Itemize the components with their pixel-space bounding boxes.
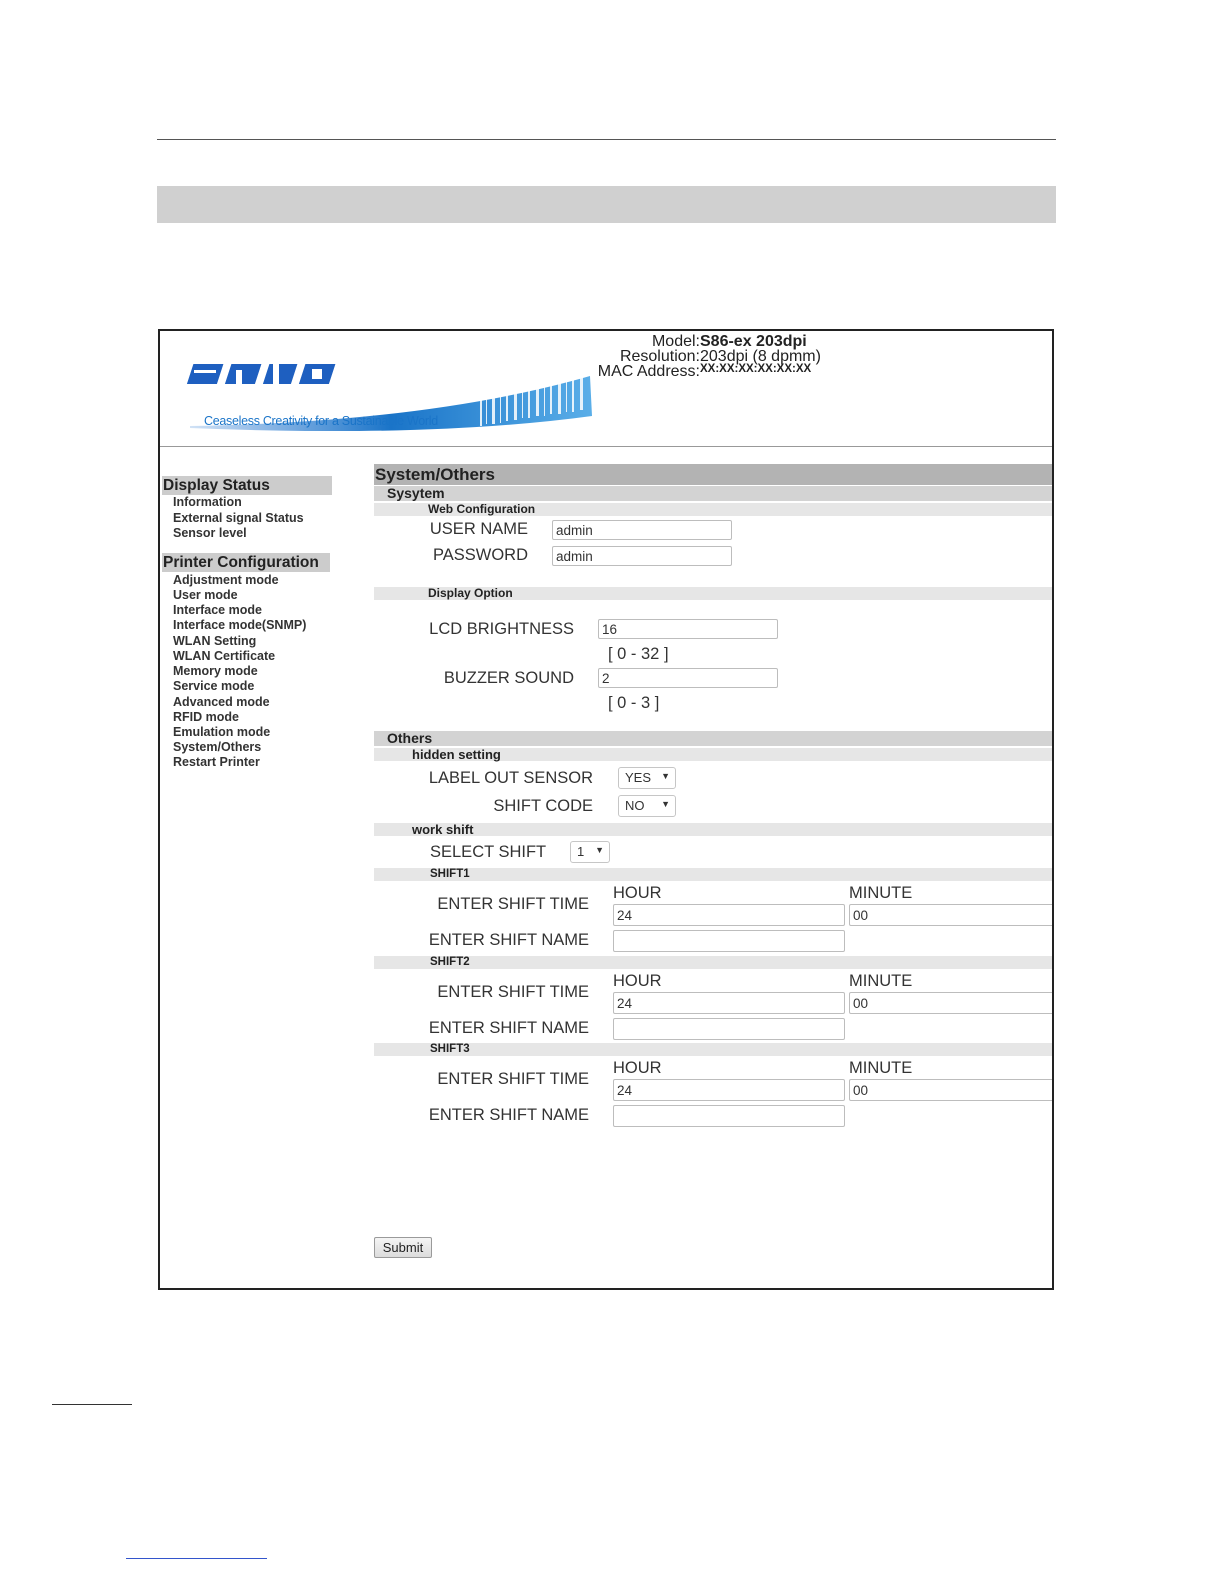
sidebar-item-information[interactable]: Information (173, 495, 242, 509)
sidebar-item-memory-mode[interactable]: Memory mode (173, 664, 258, 678)
select-shift-dropdown[interactable] (570, 841, 610, 863)
section-others-heading: Others (374, 731, 1052, 746)
sidebar-item-wlan-setting[interactable]: WLAN Setting (173, 634, 257, 648)
footer-link-underline (126, 1558, 267, 1559)
page-top-rule (157, 139, 1056, 140)
shift3-minute-label: MINUTE (849, 1059, 913, 1077)
shift3-name-label: ENTER SHIFT NAME (428, 1106, 589, 1124)
sidebar-item-restart-printer[interactable]: Restart Printer (173, 755, 260, 769)
shift1-minute-input[interactable] (849, 904, 1054, 926)
sidebar-item-interface-mode[interactable]: Interface mode (173, 603, 262, 617)
page-title: System/Others (374, 464, 1052, 485)
subsection-hidden-setting: hidden setting (374, 748, 1052, 761)
shift1-heading: SHIFT1 (374, 868, 1052, 881)
sidebar-item-user-mode[interactable]: User mode (173, 588, 238, 602)
shift3-time-label: ENTER SHIFT TIME (437, 1070, 589, 1088)
sidebar-item-adjustment-mode[interactable]: Adjustment mode (173, 573, 279, 587)
subsection-work-shift: work shift (374, 823, 1052, 836)
shift3-name-input[interactable] (613, 1105, 845, 1127)
shift1-hour-input[interactable] (613, 904, 845, 926)
select-shift-value: 1 (577, 844, 585, 859)
shift3-hour-label: HOUR (613, 1059, 662, 1077)
sidebar-item-sensor-level[interactable]: Sensor level (173, 526, 247, 540)
shift2-name-input[interactable] (613, 1018, 845, 1040)
model-label: Model: (651, 333, 700, 350)
header-separator (160, 446, 1052, 447)
resolution-label: Resolution: (619, 348, 700, 365)
shift2-hour-input[interactable] (613, 992, 845, 1014)
shift3-hour-input[interactable] (613, 1079, 845, 1101)
shift3-minute-input[interactable] (849, 1079, 1054, 1101)
lcd-brightness-label: LCD BRIGHTNESS (429, 620, 574, 638)
mac-value: XX:XX:XX:XX:XX:XX (700, 363, 812, 375)
mac-row (160, 363, 1054, 378)
password-label: PASSWORD (432, 546, 528, 564)
page-heading-band (157, 186, 1056, 223)
username-input[interactable] (552, 520, 732, 540)
shift1-time-label: ENTER SHIFT TIME (437, 895, 589, 913)
shift2-hour-label: HOUR (613, 972, 662, 990)
shift-code-select[interactable] (618, 795, 676, 817)
label-out-sensor-select[interactable] (618, 767, 676, 789)
chevron-down-icon: ▼ (661, 771, 670, 781)
lcd-brightness-input[interactable] (598, 619, 778, 639)
footer-rule (52, 1404, 132, 1405)
sidebar-item-system-others[interactable]: System/Others (173, 740, 262, 754)
shift1-minute-label: MINUTE (849, 884, 913, 902)
shift2-minute-label: MINUTE (849, 972, 913, 990)
sidebar-heading-display-status: Display Status (162, 476, 332, 495)
shift2-time-label: ENTER SHIFT TIME (437, 983, 589, 1001)
mac-label: MAC Address: (597, 363, 700, 380)
resolution-value: 203dpi (8 dpmm) (700, 348, 821, 365)
select-shift-label: SELECT SHIFT (430, 843, 547, 861)
username-label: USER NAME (429, 520, 528, 538)
shift1-hour-label: HOUR (613, 884, 662, 902)
shift1-name-input[interactable] (613, 930, 845, 952)
password-input[interactable] (552, 546, 732, 566)
buzzer-sound-input[interactable] (598, 668, 778, 688)
buzzer-sound-label: BUZZER SOUND (443, 669, 574, 687)
model-row (160, 333, 1054, 348)
sidebar-heading-printer-configuration: Printer Configuration (162, 553, 330, 572)
sidebar-item-external-signal-status[interactable]: External signal Status (173, 511, 304, 525)
submit-button[interactable]: Submit (374, 1237, 432, 1258)
sidebar-item-wlan-certificate[interactable]: WLAN Certificate (173, 649, 276, 663)
label-out-sensor-label: LABEL OUT SENSOR (428, 769, 593, 787)
chevron-down-icon: ▼ (661, 799, 670, 809)
sidebar-item-emulation-mode[interactable]: Emulation mode (173, 725, 271, 739)
shift3-heading: SHIFT3 (374, 1043, 1052, 1056)
shift-code-label: SHIFT CODE (493, 797, 593, 815)
shift2-minute-input[interactable] (849, 992, 1054, 1014)
sidebar-item-service-mode[interactable]: Service mode (173, 679, 255, 693)
sidebar-item-advanced-mode[interactable]: Advanced mode (173, 695, 270, 709)
resolution-row (160, 348, 1054, 363)
sidebar-item-interface-mode-snmp[interactable]: Interface mode(SNMP) (173, 618, 307, 632)
buzzer-sound-range: [ 0 - 3 ] (608, 694, 660, 712)
subsection-display-option: Display Option (374, 587, 1052, 600)
sidebar-item-rfid-mode[interactable]: RFID mode (173, 710, 239, 724)
web-config-screenshot (158, 329, 1054, 1290)
label-out-sensor-value: YES (625, 770, 652, 785)
subsection-web-configuration: Web Configuration (374, 503, 1052, 516)
section-system-heading: Sysytem (374, 486, 1052, 501)
shift2-name-label: ENTER SHIFT NAME (428, 1019, 589, 1037)
shift2-heading: SHIFT2 (374, 956, 1052, 969)
chevron-down-icon: ▼ (595, 845, 604, 855)
logo-tagline: Ceaseless Creativity for a Sustainable World (204, 414, 438, 428)
shift-code-value: NO (625, 798, 645, 813)
model-value: S86-ex 203dpi (700, 333, 807, 350)
shift1-name-label: ENTER SHIFT NAME (428, 931, 589, 949)
lcd-brightness-range: [ 0 - 32 ] (608, 645, 669, 663)
